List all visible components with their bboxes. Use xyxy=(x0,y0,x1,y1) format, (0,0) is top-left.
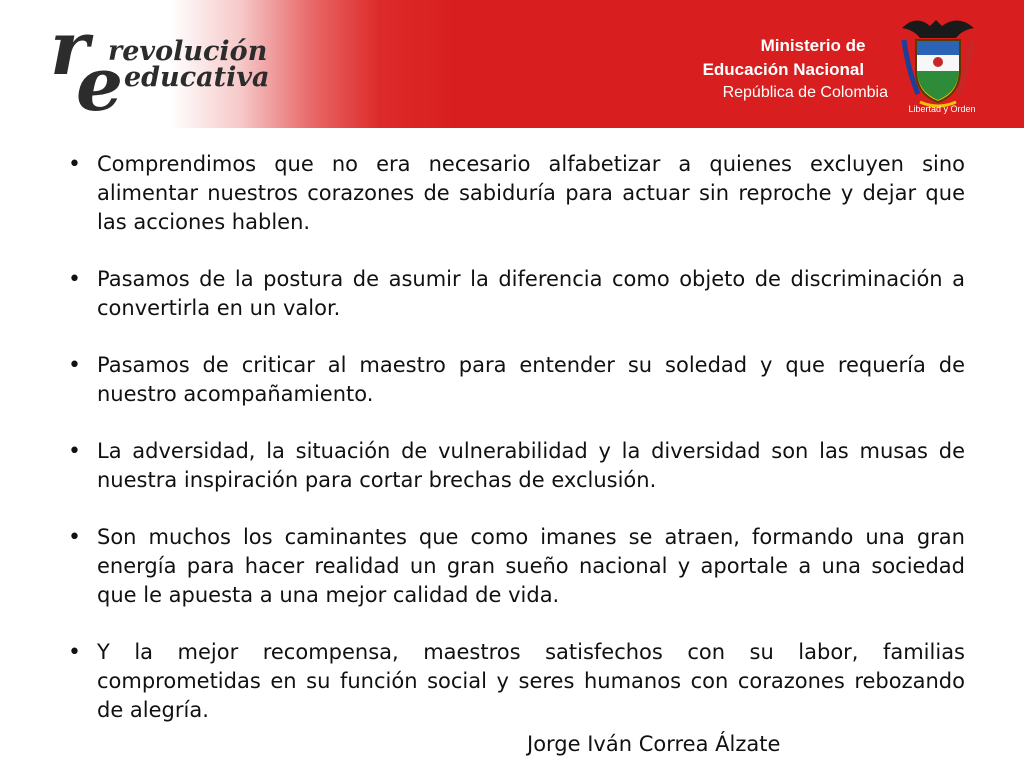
bullet-item xyxy=(68,351,965,409)
bullet-icon: • xyxy=(68,525,81,550)
ministry-line-1: Ministerio de xyxy=(760,36,866,55)
bullet-icon: • xyxy=(68,267,81,292)
bullet-list xyxy=(68,150,965,725)
bullet-item xyxy=(68,523,965,610)
bullet-text: Pasamos de la postura de asumir la diferencia como objeto de discriminación a convertirla en un valor. xyxy=(97,267,965,320)
bullet-item xyxy=(68,150,965,237)
bullet-text: Son muchos los caminantes que como imanes se atraen, formando una gran energía para hacer realidad un gran sueño nacional y aportale a una sociedad que le apuesta a una mejor calidad de vida. xyxy=(97,525,965,607)
bullet-item xyxy=(68,437,965,495)
ministry-title xyxy=(703,34,888,104)
ministry-line-2: Educación Nacional xyxy=(702,60,865,79)
bullet-text: Pasamos de criticar al maestro para entender su soledad y que requería de nuestro acompañamiento. xyxy=(97,353,965,406)
revolucion-educativa-logo xyxy=(50,6,280,128)
bullet-icon: • xyxy=(68,152,81,177)
ministry-line-3: República de Colombia xyxy=(722,84,888,101)
logo-letter-e: e xyxy=(76,42,124,128)
bullet-icon: • xyxy=(68,439,81,464)
bullet-item xyxy=(68,638,965,725)
bullet-text: Y la mejor recompensa, maestros satisfechos con su labor, familias comprometidas en su función social y seres humanos con corazones rebozando de alegría. xyxy=(97,640,965,722)
author-signature: Jorge Iván Correa Álzate xyxy=(527,732,781,756)
bullet-icon: • xyxy=(68,353,81,378)
header-banner xyxy=(0,0,1024,128)
logo-word-educativa: educativa xyxy=(124,62,270,93)
slide-content xyxy=(68,150,965,753)
bullet-text: Comprendimos que no era necesario alfabetizar a quienes excluyen sino alimentar nuestros corazones de sabiduría para actuar sin reproche y dejar que las acciones hablen. xyxy=(97,152,965,234)
bullet-text: La adversidad, la situación de vulnerabilidad y la diversidad son las musas de nuestra inspiración para cortar brechas de exclusión. xyxy=(97,439,965,492)
logo-word-revolucion: revolución xyxy=(108,36,268,67)
logo-letter-r: r xyxy=(50,6,89,92)
bullet-icon: • xyxy=(68,640,81,665)
motto-text: Libertad y Orden xyxy=(908,104,976,114)
bullet-item xyxy=(68,265,965,323)
